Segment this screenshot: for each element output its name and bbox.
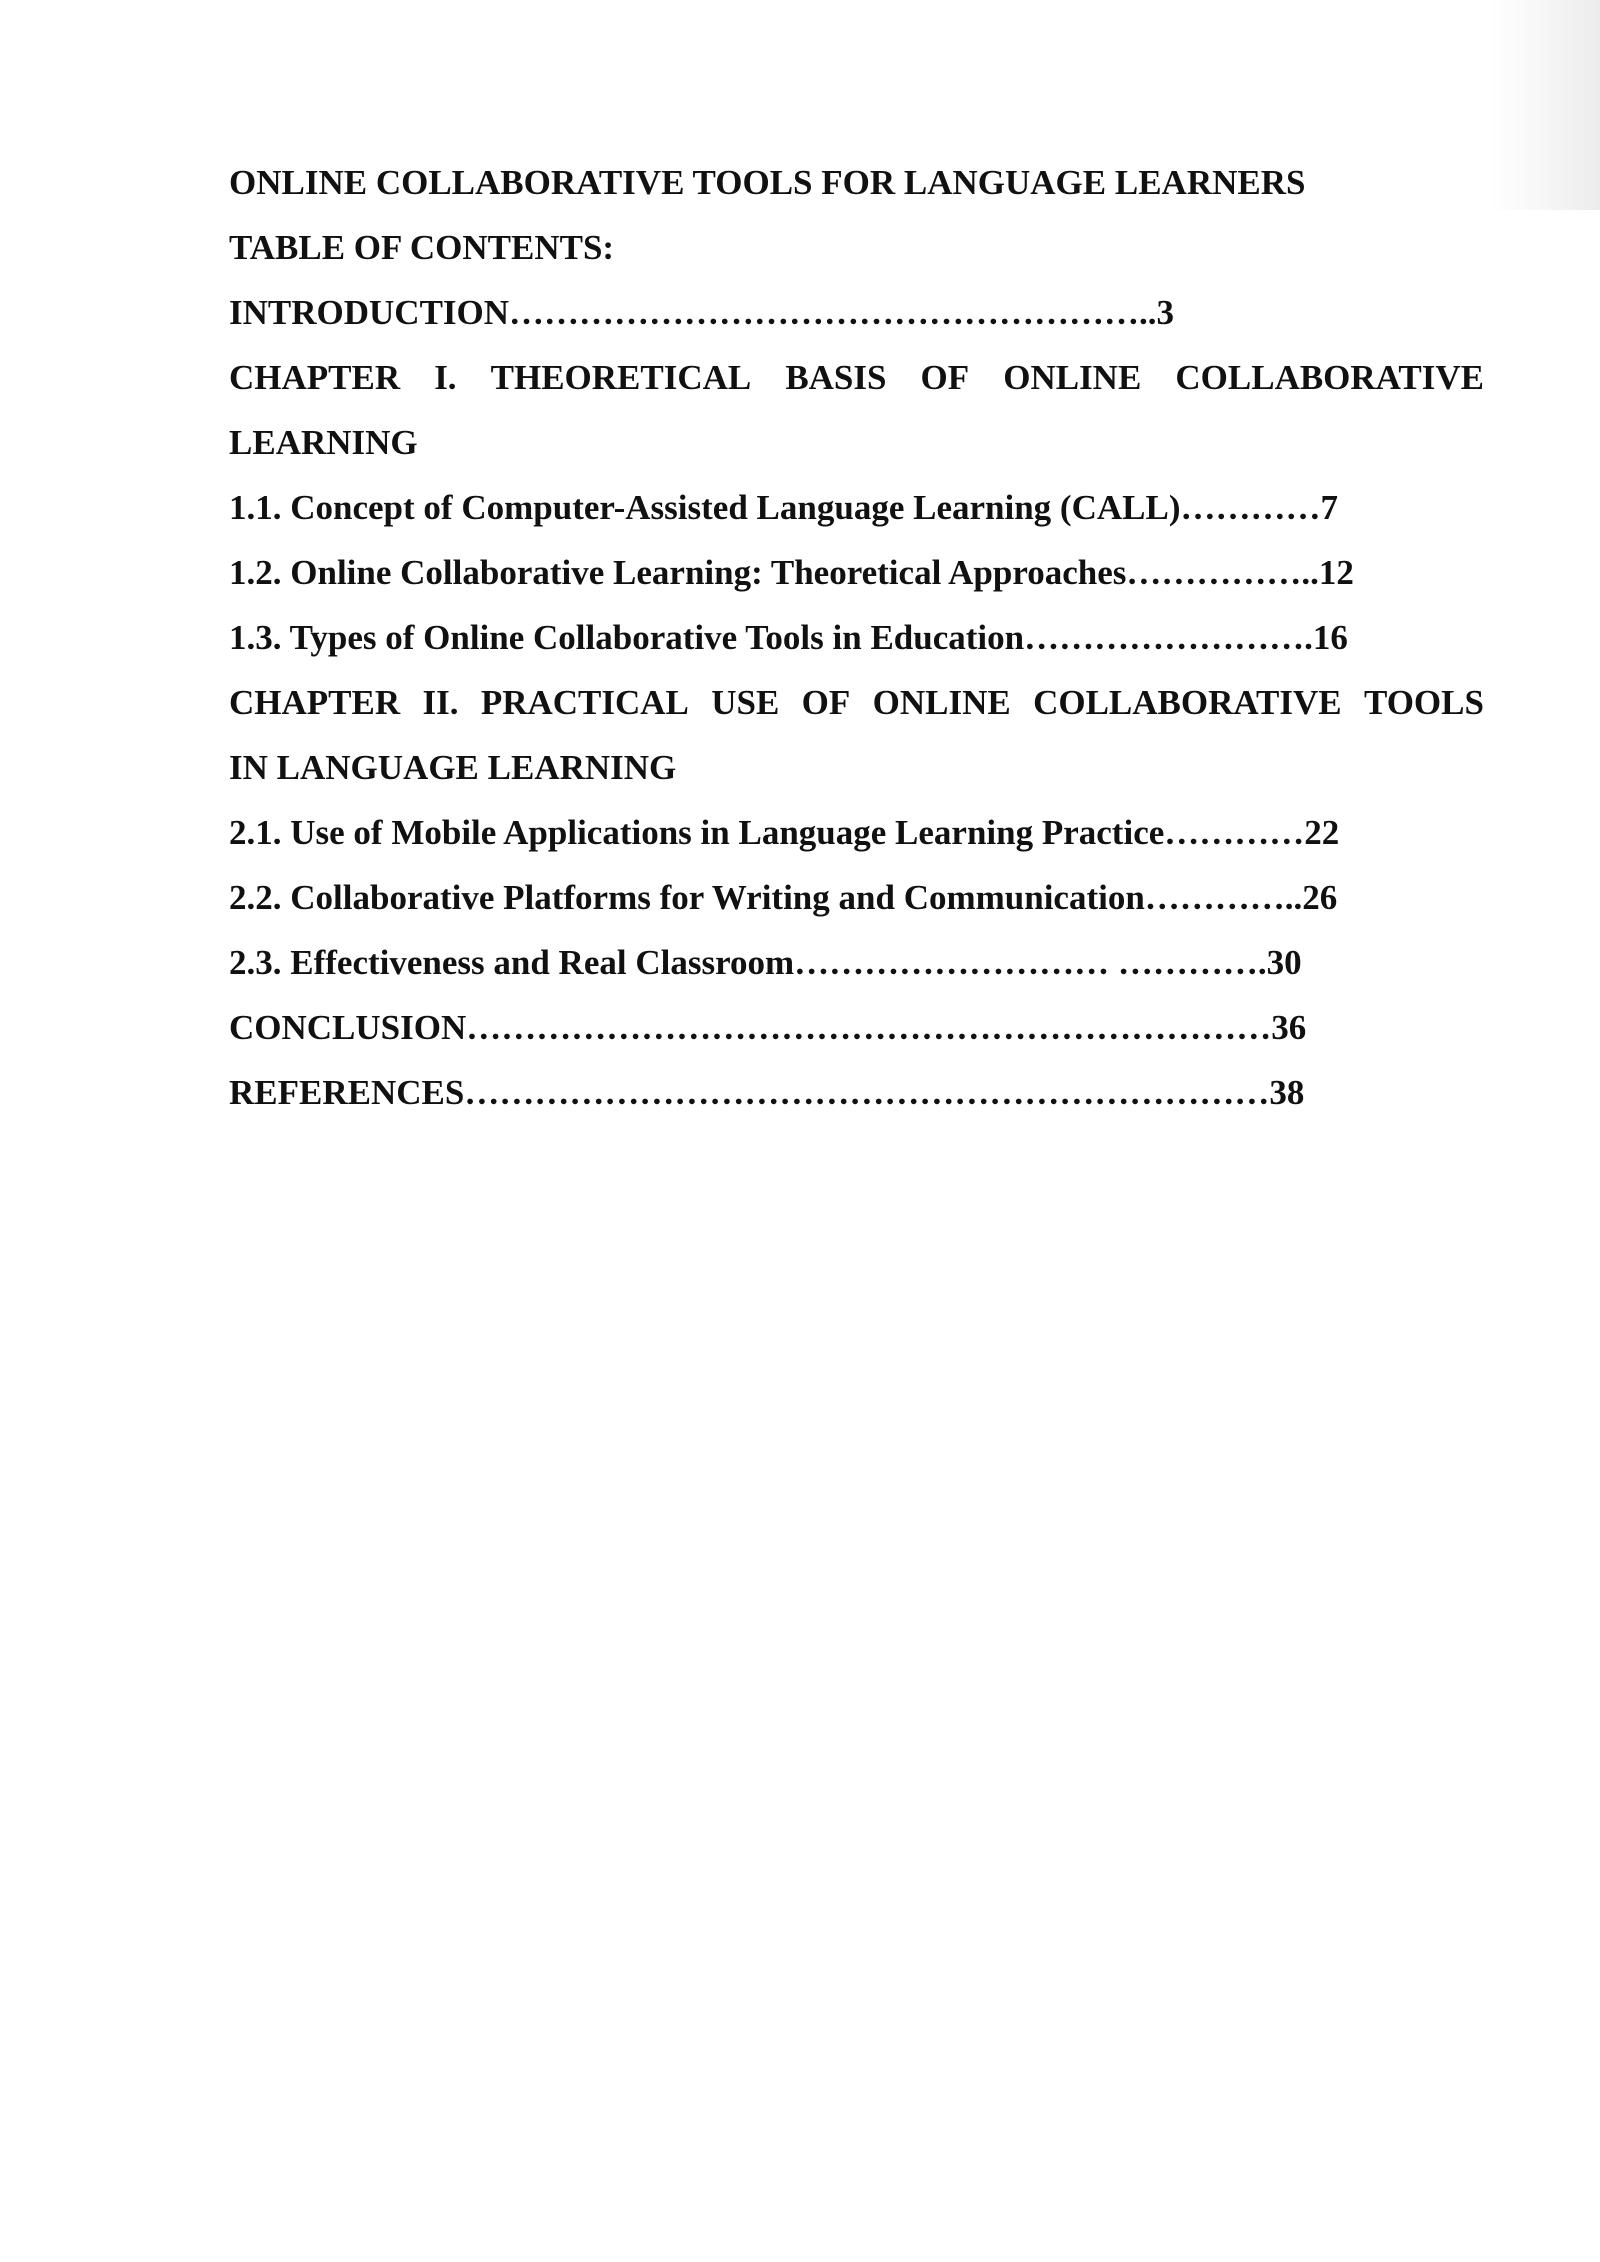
toc-entry-references: REFERENCES……………………………………………………………38 — [229, 1073, 1305, 1112]
chapter-2-word: USE — [711, 683, 780, 722]
chapter-1-word: COLLABORATIVE — [1175, 358, 1484, 397]
toc-chapter-1 — [229, 345, 1484, 475]
chapter-2-word: OF — [801, 683, 851, 722]
document-title: ONLINE COLLABORATIVE TOOLS FOR LANGUAGE LEARNERS — [229, 163, 1306, 202]
chapter-2-word: TOOLS — [1363, 683, 1484, 722]
toc-heading: TABLE OF CONTENTS: — [229, 228, 615, 267]
chapter-1-word: BASIS — [785, 358, 887, 397]
toc-entry-1-2: 1.2. Online Collaborative Learning: Theoretical Approaches……………..12 — [229, 553, 1354, 592]
page-corner-shadow — [1490, 0, 1600, 210]
chapter-1-word: I. — [434, 358, 457, 397]
toc-entry-1-3: 1.3. Types of Online Collaborative Tools in Education…………………….16 — [229, 618, 1348, 657]
toc-content — [229, 150, 1484, 1125]
chapter-2-word: ONLINE — [872, 683, 1011, 722]
chapter-1-word: ONLINE — [1003, 358, 1142, 397]
toc-entry-2-3: 2.3. Effectiveness and Real Classroom……………………… ………….30 — [229, 943, 1302, 982]
chapter-1-word: OF — [920, 358, 970, 397]
toc-entry-conclusion: CONCLUSION……………………………………………………………36 — [229, 1008, 1307, 1047]
chapter-2-word: II. — [422, 683, 459, 722]
toc-entry-2-2: 2.2. Collaborative Platforms for Writing and Communication…………..26 — [229, 878, 1338, 917]
chapter-1-word: CHAPTER — [229, 358, 401, 397]
chapter-1-heading-continuation: LEARNING — [229, 423, 418, 462]
chapter-2-word: CHAPTER — [229, 683, 401, 722]
chapter-2-heading — [229, 670, 1484, 735]
chapter-2-heading-continuation: IN LANGUAGE LEARNING — [229, 748, 677, 787]
toc-entry-introduction: INTRODUCTION………………………………………………..3 — [229, 293, 1175, 332]
chapter-2-word: COLLABORATIVE — [1033, 683, 1342, 722]
toc-entry-2-1: 2.1. Use of Mobile Applications in Language Learning Practice…………22 — [229, 813, 1340, 852]
toc-chapter-2 — [229, 670, 1484, 800]
chapter-1-word: THEORETICAL — [490, 358, 752, 397]
toc-entry-1-1: 1.1. Concept of Computer-Assisted Language Learning (CALL)…………7 — [229, 488, 1338, 527]
chapter-1-heading — [229, 345, 1484, 410]
chapter-2-word: PRACTICAL — [480, 683, 689, 722]
